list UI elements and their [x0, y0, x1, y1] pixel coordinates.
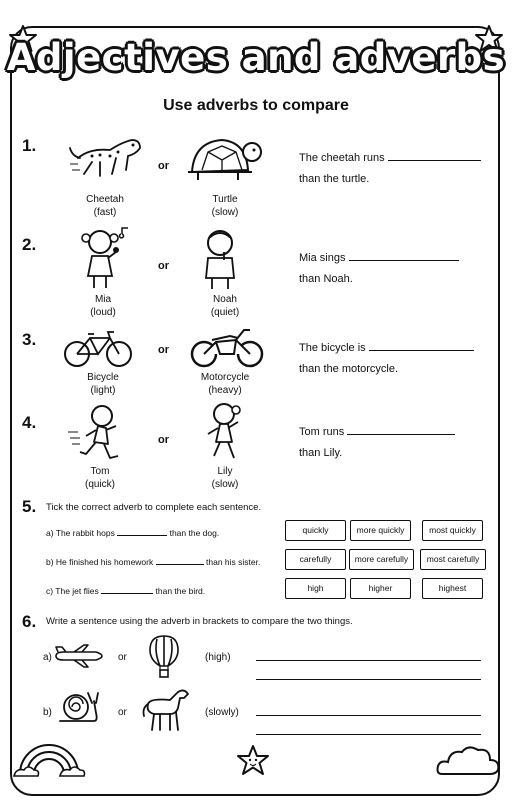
answer-blank — [101, 585, 153, 594]
writing-line[interactable] — [256, 679, 481, 680]
person-caption — [55, 465, 145, 491]
comparison-sentence — [299, 248, 459, 290]
comparison-sentence — [299, 148, 481, 190]
writing-line[interactable] — [256, 715, 481, 716]
sentence-end: than the motorcycle. — [299, 363, 399, 375]
caption-adjective: (slow) — [211, 207, 239, 218]
turtle-icon — [188, 130, 263, 185]
caption-adjective: (slow) — [211, 479, 239, 490]
writing-line[interactable] — [256, 734, 481, 735]
caption-name: Noah — [213, 294, 237, 305]
comparison-sentence — [299, 338, 474, 380]
q5-sentence — [46, 556, 260, 567]
caption-adjective: (heavy) — [208, 385, 242, 396]
caption-adjective: (quick) — [84, 479, 115, 490]
cloud-icon — [436, 742, 500, 776]
sentence-start: a) The rabbit hops — [46, 528, 115, 538]
caption-name: Motorcycle — [200, 372, 250, 383]
caption-adjective: (quiet) — [210, 307, 240, 318]
animal-caption — [180, 193, 270, 219]
sentence-end: than the dog. — [169, 528, 220, 538]
bicycle-icon — [62, 330, 134, 368]
sentence-end: than his sister. — [206, 557, 261, 567]
option-box[interactable]: most carefully — [420, 549, 486, 570]
airplane-icon — [54, 645, 104, 667]
person-caption — [180, 293, 270, 319]
answer-blank — [117, 527, 167, 536]
option-box[interactable]: most quickly — [422, 520, 483, 541]
option-box[interactable]: more quickly — [350, 520, 411, 541]
answer-blank[interactable] — [347, 424, 455, 435]
sentence-start: Tom runs — [299, 426, 345, 438]
question-number: 3. — [22, 330, 37, 349]
adverb-hint: (slowly) — [205, 707, 239, 718]
q5-sentence — [46, 527, 219, 538]
question-number: 4. — [22, 413, 37, 432]
sentence-start: Mia sings — [299, 252, 346, 264]
or-label: or — [118, 707, 127, 718]
worksheet-title: Adjectives and adverbs — [6, 36, 506, 79]
option-box[interactable]: high — [285, 578, 346, 599]
item-label: a) — [43, 652, 52, 663]
question-number: 5. — [22, 497, 37, 516]
caption-adjective: (fast) — [93, 207, 117, 218]
or-label: or — [158, 434, 169, 446]
animal-caption — [60, 193, 150, 219]
motorcycle-icon — [190, 326, 265, 368]
snail-icon — [56, 691, 100, 725]
question-number: 1. — [22, 136, 37, 155]
star-icon — [236, 744, 270, 778]
answer-blank[interactable] — [349, 250, 459, 261]
caption-name: Mia — [94, 294, 112, 305]
sentence-start: b) He finished his homework — [46, 557, 154, 567]
girl-running-icon — [200, 402, 248, 462]
or-label: or — [158, 344, 169, 356]
caption-name: Lily — [217, 466, 233, 477]
q5-instruction: Tick the correct adverb to complete each sentence. — [46, 502, 262, 513]
sentence-end: than Lily. — [299, 447, 343, 459]
option-box[interactable]: more carefully — [349, 549, 414, 570]
boy-running-icon — [68, 404, 128, 462]
cheetah-icon — [70, 128, 145, 183]
option-box[interactable]: carefully — [285, 549, 346, 570]
sentence-start: The bicycle is — [299, 342, 366, 354]
or-label: or — [118, 652, 127, 663]
option-box[interactable]: quickly — [285, 520, 346, 541]
person-caption — [58, 293, 148, 319]
caption-name: Cheetah — [86, 194, 124, 205]
question-number: 2. — [22, 235, 37, 254]
rainbow-icon — [14, 738, 84, 778]
vehicle-caption — [58, 371, 148, 397]
option-box[interactable]: highest — [422, 578, 483, 599]
adverb-hint: (high) — [205, 652, 231, 663]
vehicle-caption — [180, 371, 270, 397]
sentence-start: The cheetah runs — [299, 152, 385, 164]
sentence-end: than the turtle. — [299, 173, 370, 185]
caption-adjective: (loud) — [90, 307, 116, 318]
hot-air-balloon-icon — [148, 634, 180, 678]
q5-sentence — [46, 585, 205, 596]
sentence-end: than Noah. — [299, 273, 353, 285]
question-number: 6. — [22, 612, 37, 631]
caption-name: Turtle — [212, 194, 238, 205]
answer-blank[interactable] — [369, 340, 474, 351]
caption-name: Bicycle — [87, 372, 119, 383]
option-box[interactable]: higher — [350, 578, 411, 599]
writing-line[interactable] — [256, 660, 481, 661]
answer-blank — [156, 556, 204, 565]
sentence-start: c) The jet flies — [46, 586, 99, 596]
caption-name: Tom — [90, 466, 110, 477]
comparison-sentence — [299, 422, 455, 464]
person-caption — [180, 465, 270, 491]
girl-singing-icon — [70, 226, 135, 291]
caption-adjective: (light) — [90, 385, 116, 396]
sentence-end: than the bird. — [155, 586, 206, 596]
answer-blank[interactable] — [388, 150, 481, 161]
boy-quiet-icon — [194, 226, 249, 291]
item-label: b) — [43, 707, 52, 718]
worksheet-subtitle: Use adverbs to compare — [163, 97, 349, 114]
horse-icon — [140, 686, 192, 732]
or-label: or — [158, 260, 169, 272]
or-label: or — [158, 160, 169, 172]
q6-instruction: Write a sentence using the adverb in brackets to compare the two things. — [46, 616, 353, 627]
